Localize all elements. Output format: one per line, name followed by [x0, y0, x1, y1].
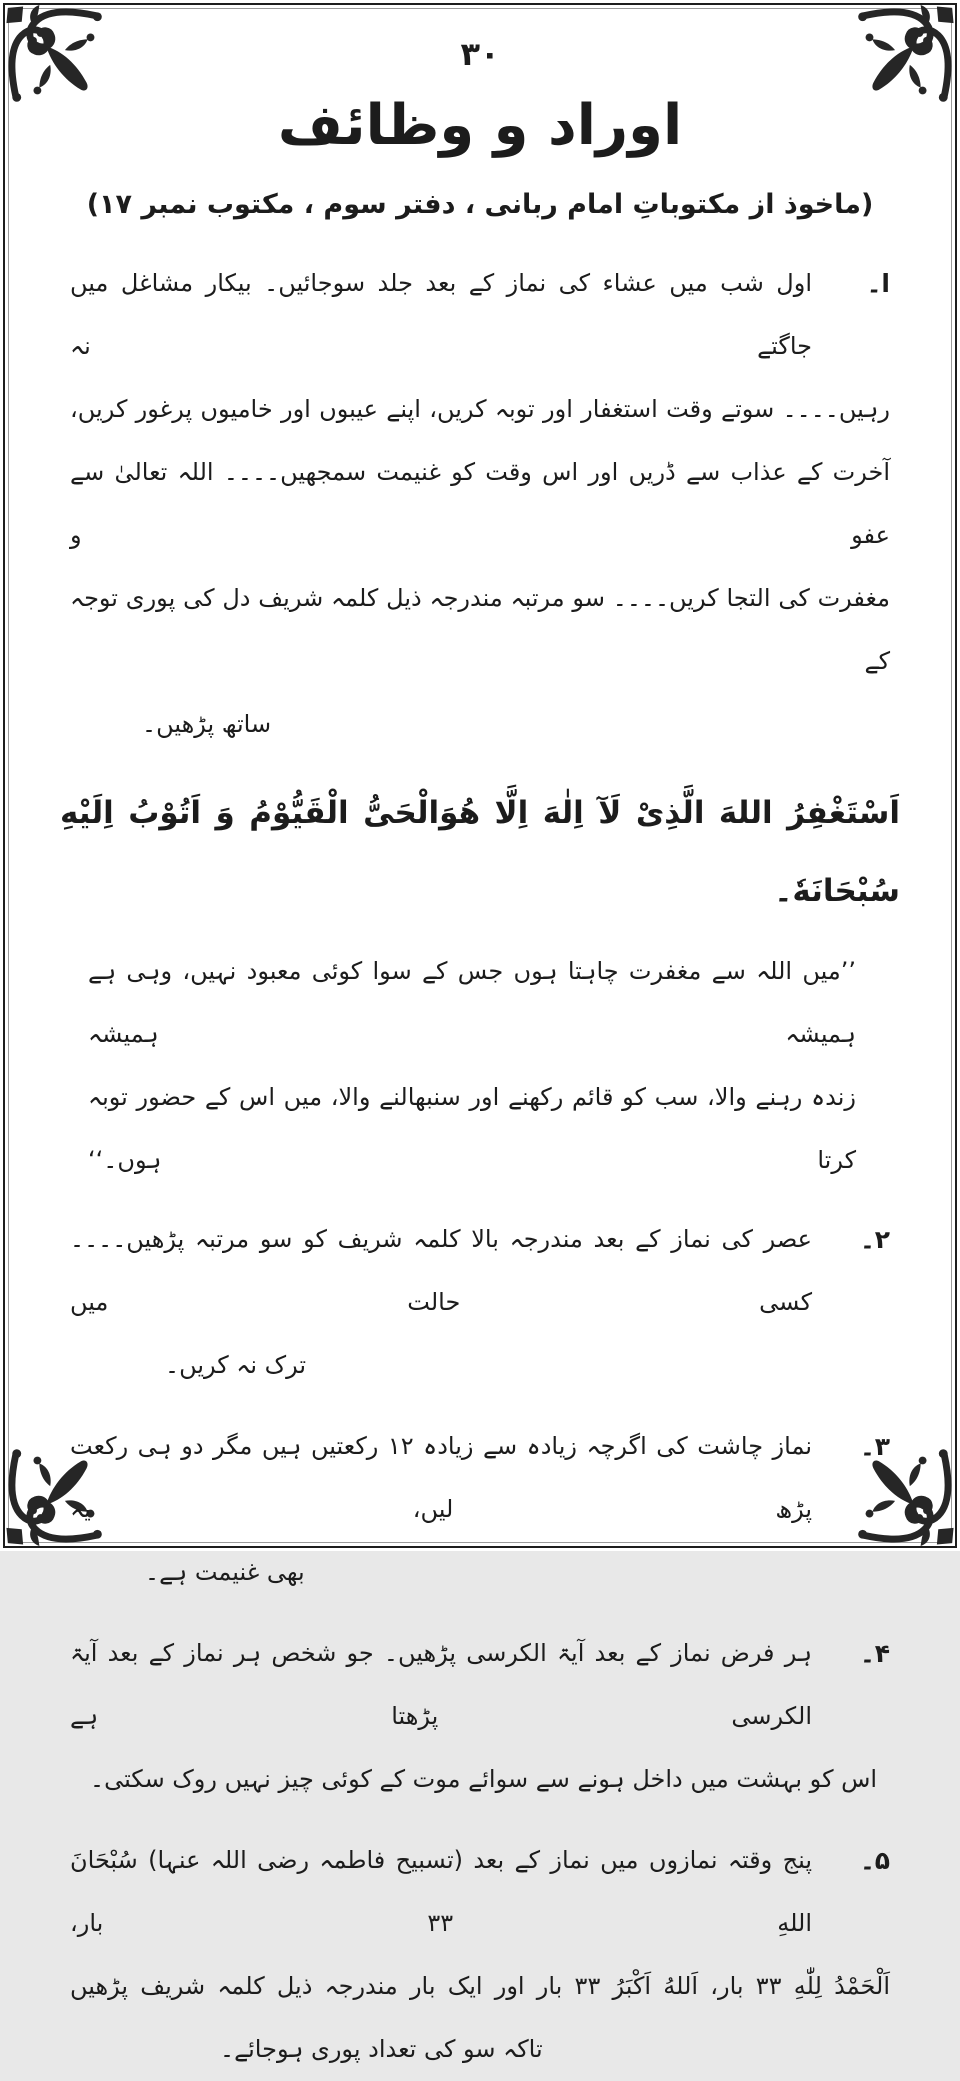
- page-subtitle: (ماخوذ از مکتوباتِ امام ربانی ، دفتر سوم ، مکتوب نمبر ۱۷): [86, 189, 874, 220]
- text-line: اول شب میں عشاء کی نماز کے بعد جلد سوجائیں۔ بیکار مشاغل میں جاگتے نہ: [70, 269, 812, 360]
- page-title: اوراد و وظائف: [277, 93, 683, 158]
- list-item-3: [70, 1415, 890, 1604]
- text-line: آخرت کے عذاب سے ڈریں اور اس وقت کو غنیمت سمجھیں۔۔۔۔ اللہ تعالیٰ سے عفو و: [70, 458, 890, 549]
- list-item-5: [70, 1829, 890, 2081]
- item-first-line: [70, 252, 890, 378]
- item-number-marker: ۲۔: [860, 1225, 890, 1254]
- text-line: اس کو بہشت میں داخل ہونے سے سوائے موت کے کوئی چیز نہیں روک سکتی۔: [90, 1765, 878, 1793]
- text-line: رہیں۔۔۔۔ سوتے وقت استغفار اور توبہ کریں، اپنے عیبوں اور خامیوں پرغور کریں،: [70, 395, 890, 423]
- item-number-marker: ۵۔: [860, 1846, 890, 1875]
- text-line: مغفرت کی التجا کریں۔۔۔۔ سو مرتبہ مندرجہ ذیل کلمہ شریف دل کی پوری توجہ کے: [70, 584, 890, 675]
- item-number-marker: ا۔: [866, 269, 890, 298]
- item-number-marker: ۴۔: [860, 1639, 890, 1668]
- translation-line: ’’میں اللہ سے مغفرت چاہتا ہوں جس کے سوا کوئی معبود نہیں، وہی ہے ہمیشہ ہمیشہ: [88, 957, 856, 1048]
- item-first-line: [70, 1415, 890, 1541]
- item-number-marker: ۳۔: [860, 1432, 890, 1461]
- list-item-1: [70, 252, 890, 756]
- item-first-line: [70, 1622, 890, 1748]
- text-line: ترک نہ کریں۔: [165, 1351, 307, 1379]
- translation-line: زندہ رہنے والا، سب کو قائم رکھنے اور سنبھالنے والا، میں اس کے حضور توبہ کرتا ہوں۔‘‘: [88, 1083, 856, 1174]
- text-line: بھی غنیمت ہے۔: [145, 1558, 305, 1586]
- list-item-4: [70, 1622, 890, 1811]
- text-line: تاکہ سو کی تعداد پوری ہوجائے۔: [220, 2035, 543, 2063]
- text-line: اَلْحَمْدُ لِلّٰهِ ۳۳ بار، اَللهُ اَکْبَرُ ۳۳ بار اور ایک بار مندرجہ ذیل کلمہ شریف پڑھیں: [70, 1972, 891, 2000]
- text-line: ہر فرض نماز کے بعد آیۃ الکرسی پڑھیں۔ جو شخص ہر نماز کے بعد آیۃ الکرسی پڑھتا ہے: [70, 1639, 812, 1730]
- text-line: پنج وقتہ نمازوں میں نماز کے بعد (تسبیح فاطمہ رضی اللہ عنہا) سُبْحَانَ اللهِ ۳۳ بار،: [70, 1846, 812, 1937]
- list-item-2: [70, 1208, 890, 1397]
- text-line: عصر کی نماز کے بعد مندرجہ بالا کلمہ شریف کو سو مرتبہ پڑھیں۔۔۔۔ کسی حالت میں: [70, 1225, 812, 1316]
- text-line: ساتھ پڑھیں۔: [142, 710, 272, 738]
- text-line: نماز چاشت کی اگرچہ زیادہ سے زیادہ ۱۲ رکعتیں ہیں مگر دو ہی رکعت پڑھ لیں، یہ: [70, 1432, 812, 1523]
- item-first-line: [70, 1829, 890, 1955]
- page-number: ۳۰: [460, 35, 500, 73]
- dua-translation: [88, 940, 856, 1192]
- item-first-line: [70, 1208, 890, 1334]
- arabic-dua: اَسْتَغْفِرُ اللهَ الَّذِیْ لَآ اِلٰهَ اِلَّا هُوَالْحَیُّ الْقَیُّوْمُ وَ اَتُوْبُ اِلَیْهِ سُبْحَانَهٗ۔: [60, 795, 900, 909]
